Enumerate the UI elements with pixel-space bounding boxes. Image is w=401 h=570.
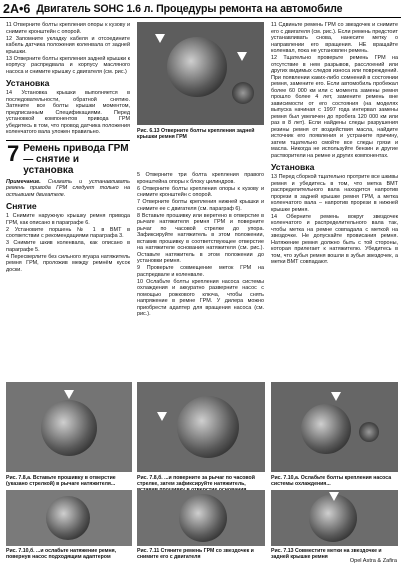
page-header (0, 0, 401, 18)
chapter-title: Ремень привода ГРМ — снятие и установка (23, 142, 129, 176)
caption-fig-7-11: Рис. 7.11 Стяните ремень ГРМ со звездочек и снимите его с двигателя (137, 548, 254, 561)
caption-fig-7-8b: Рис. 7.8,б. ...и поверните за рычаг по часовой стрелке, затем зафиксируйте натяжитель, (137, 475, 255, 488)
pulley-shape (46, 496, 90, 540)
paragraph: 12 Тщательно проверьте ремень ГРМ на отсутствие в нем разрывов, расслоений или других видимых следов износа или повреждений. При появлении каких-либо сомнений в состоянии ремня, замените его. Если автомобиль пробежал более 60 000 км или с момента замены ремня прошло более 4 лет, замените ремень вне зависимости от его состояния (на моделях выпуска начиная с 1997 года интервал замены ремня был увеличен до пробега 120 000 км или раз в 8 лет). Если найдены следы разрушения резины ремня от воздействия масла, найдите источник его появления и устраните причину, затем тщательно смойте все следы грязи и масла. Никогда не используйте бензин и другие растворители на ремне и других компонентах. (271, 55, 398, 159)
section-code: 2A•6 (3, 2, 31, 16)
paragraph: 2 Установите поршень № 1 в ВМТ в соответствии с рекомендациями параграфа 3. (6, 226, 130, 240)
tensioner-shape (177, 396, 239, 458)
photo-fig-7-10b (6, 490, 132, 546)
arrow-icon (331, 392, 341, 401)
paragraph: 11 Сдвиньте ремень ГРМ со звездочек и снимите его с двигателя (см. рис.). Если ремень предстоит устанавливать снова, нанесите метку о направлении его вращения. НЕ вращайте коленвал, пока не установлен ремень. (271, 22, 398, 54)
arrow-icon (329, 492, 339, 501)
paragraph: 3 Снимите шкив коленвала, как описано в параграфе 5. (6, 240, 130, 253)
pump-shape (301, 404, 351, 454)
arrow-icon (155, 34, 165, 43)
photo-fig-7-13 (271, 490, 398, 546)
bolt-shape (359, 422, 379, 442)
paragraph: 6 Отверните болты крепления опоры к кузову и снимите кронштейн с опорой. (137, 185, 264, 199)
footer-book-title: Opel Astra & Zafira (349, 558, 397, 564)
column-left (6, 22, 130, 274)
chapter-heading (6, 140, 130, 176)
paragraph: 5 Отверните три болта крепления правого кронштейна опоры к блоку цилиндров. (137, 172, 264, 185)
paragraph: 1 Снимите наружную крышку ремня привода ГРМ, как описано в параграфе 6. (6, 213, 130, 226)
note (6, 179, 130, 199)
arrow-icon (237, 52, 247, 61)
photo-fig-7-8b (137, 382, 265, 472)
caption-fig-7-10a: Рис. 7.10,а. Ослабьте болты крепления насоса системы охлаждения... (271, 475, 392, 488)
paragraph: 14 Установка крышки выполняется в последовательности, обратной снятию. Затяните все болты крышки моментом, предписанным Спецификациями. Перед установкой компонентов привода ГРМ убедитесь в том, что провод датчика положения коленчатого вала уложен правильно. (6, 90, 130, 136)
bolt-shape (232, 82, 254, 104)
column-right (271, 22, 398, 266)
photo-fig-7-8a (6, 382, 132, 472)
subheading-remove: Снятие (6, 201, 37, 212)
note-label: Примечание. (6, 178, 41, 185)
pulley-shape (167, 37, 227, 97)
caption-fig-7-8a: Рис. 7.8,а. Вставьте прошивку в отверстие (указано стрелкой) в рычаге натяжителя... (6, 475, 116, 488)
photo-fig-7-11 (137, 490, 265, 546)
caption-fig-7-13: Рис. 7.13 Совместите метки на звездочке и задней крышке ремня (271, 548, 382, 561)
paragraph: 8 Вставьте прошивку или веретено в отверстие в рычаге натяжителя ремня ГРМ и поверните рычаг по часовой стрелке до упора. Зафиксируйте натяжитель в этом положении, вставив прошивку в соответствующее отверстие на натяжителе основания натяжителя (см. рис.). Оставьте натяжитель в этом положении до установки ремня. (137, 212, 264, 265)
paragraph: 7 Отверните болты крепления нижней крышки и снимите ее с двигателя (см. параграф 6). (137, 199, 264, 212)
paragraph: 13 Отверните болты крепления задней крышки к корпусу распредвала и корпусу масляного насоса и снимите крышку с двигателя (см. рис.) (6, 55, 130, 75)
paragraph: 4 Пересверлите без сильного ягуара натяжитель ремня ГРМ, проложив между ремнём кусок доски. (6, 253, 130, 273)
arrow-icon (64, 390, 74, 399)
sprocket-shape (309, 494, 357, 542)
paragraph: 13 Перед сборкой тщательно протрите все шкивы ремня и убедитесь в том, что метка ВМТ распределительного вала находится напротив прорези в задней крышке ремня ГРМ, а метка коленчатого вала – напротив прорези в нижней крышке ремня. (271, 174, 398, 213)
belt-shape (179, 494, 227, 542)
subheading-install-2: Установка (271, 162, 315, 173)
paragraph: 12 Запомните укладку кабеля и отсоедините кабель датчика положения коленвала от задней крышки. (6, 35, 130, 55)
caption-fig-7-10b: Рис. 7.10,б. ...и ослабьте натяжение ремня, повернув насос подходящим адаптером (6, 548, 117, 561)
paragraph: 11 Отверните болты крепления опоры к кузову и снимите кронштейн с опорой. (6, 22, 130, 35)
photo-fig-6-13 (137, 22, 264, 125)
tensioner-shape (41, 400, 97, 456)
chapter-number: 7 (7, 140, 20, 166)
subheading-install: Установка (6, 78, 50, 89)
note-text: Снимать и устанавливать ремень привода ГРМ следует только на остывшем двигателе. (6, 178, 130, 198)
arrow-icon (157, 412, 167, 421)
caption-fig-6-13: Рис. 6.13 Отверните болты крепления задней крышки ремня ГРМ (137, 128, 255, 141)
paragraph: 9 Проверьте совмещение меток ГРМ на распредвале и коленвале. (137, 265, 264, 278)
paragraph: 10 Ослабьте болты крепления насоса системы охлаждения и аккуратно разверните насос с помощью рожкового ключа, чтобы снять напряжение в ремне ГРМ. У дилера можно приобрести адаптер для вращения насоса (см. рис.). (137, 278, 264, 318)
page-title: Двигатель SOHC 1.6 л. Процедуры ремонта на автомобиле (36, 3, 343, 15)
paragraph: 14 Оберните ремень вокруг звездочек коленчатого и распределительного вала так, чтобы метка на ремне совпадала с меткой на звездочке. Не допускайте провисания ремня. Натяжение ремня должно быть с той стороны, которая прилегает к натяжителю. Убедитесь в том, что зубья ремня вошли в зубья звездочек, а метки ВМТ совпадают. (271, 213, 398, 266)
photo-fig-7-10a (271, 382, 398, 472)
column-middle (137, 172, 264, 319)
